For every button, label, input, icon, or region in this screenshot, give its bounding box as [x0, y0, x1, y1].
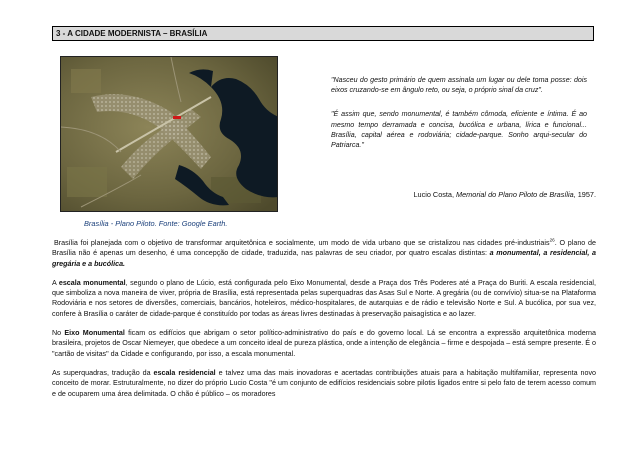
paragraph-2 [52, 278, 596, 319]
paragraph-2-text-a: A [52, 278, 59, 287]
paragraph-1 [52, 238, 596, 269]
figure-caption: Brasília - Plano Piloto. Fonte: Google Earth. [84, 219, 228, 228]
paragraph-1-text-b: . O plano de Brasília não é apenas um desenho, é uma concepção de cidade, traduzida, nas palavras de seu criador, por quatro escalas distintas: [52, 239, 597, 258]
section-header [52, 26, 594, 41]
quote-1: "Nasceu do gesto primário de quem assinala um lugar ou dele toma posse: dois eixos cruzando-se em ângulo reto, ou seja, o próprio sinal da cruz". [331, 76, 587, 95]
paragraph-3-emphasis: Eixo Monumental [64, 329, 125, 338]
footnote-ref-26[interactable]: 26 [549, 237, 555, 243]
citation-author: Lucio Costa, [413, 190, 457, 199]
section-title: 3 - A CIDADE MODERNISTA – BRASÍLIA [56, 29, 208, 38]
paragraph-4 [52, 368, 596, 399]
paragraph-3-text-c: ficam os edifícios que abrigam o setor político-administrativo do país e do governo local. Lá se encontra a expressão arquitetônica moderna brasileira, projetos de Oscar Niemeyer, que obedece a um conceito ideal de pureza plástica, onde a intenção de elegância – firme e despojada – está sempre presente. É o "cartão de visitas" da Cidade e configurando, por isso, a escala monumental. [52, 329, 596, 358]
paragraph-3-text-a: No [52, 329, 65, 338]
paragraph-1-text-a: Brasília foi planejada com o objetivo de transformar arquitetônica e socialmente, um modo de vida urbano que se cristalizou nas cidades pré-industriais [54, 239, 550, 247]
body-text [52, 238, 596, 408]
paragraph-4-emphasis: escala residencial [153, 368, 216, 377]
paragraph-3 [52, 328, 596, 359]
quote-citation [370, 190, 596, 199]
paragraph-4-text-c: e talvez uma das mais inovadoras e acertadas contribuições atuais para a habitação multifamiliar, representa novo conceito de morar. Estruturalmente, no dizer do próprio Lucio Costa "é um conjunto de edifícios residenciais sobre pilotis ligados entre si pelo fato de terem acesso comum e de ocuparem uma área delimitada. O chão é público – os moradores [52, 368, 596, 398]
paragraph-2-text-c: , segundo o plano de Lúcio, está configurada pelo Eixo Monumental, desde a Praça dos Três Poderes até a Praça do Buriti. A escala residencial, que simboliza a nova maneira de viver, própria de Brasília, está representada pelas superquadras das Asas Sul e Norte. A gregária (ou de convívio) situa-se na Plataforma Rodoviária e nos setores de diversões, comerciais, bancários, hoteleiros, médico-hospitalares, de autarquias e de rádio e televisão Norte e Sul. A bucólica, por sua vez, confere à Brasília o caráter de cidade-parque é constituído por todas as áreas livres destinadas à preservação paisagística e ao lazer. [52, 278, 596, 318]
quotes-block [331, 75, 587, 150]
satellite-image-drawing [61, 57, 278, 212]
paragraph-4-text-a: As superquadras, tradução da [52, 368, 154, 377]
satellite-image-brasilia [60, 56, 278, 212]
paragraph-1-emphasis: a monumental, a residencial, a gregária e a bucólica. [52, 249, 596, 268]
paragraph-2-emphasis: escala monumental [58, 278, 126, 287]
citation-work: Memorial do Plano Piloto de Brasília [456, 190, 574, 199]
citation-year: , 1957. [573, 190, 596, 199]
quote-2: "É assim que, sendo monumental, é também cômoda, eficiente e íntima. É ao mesmo tempo derramada e concisa, bucólica e urbana, lírica e funcional... Brasília, capital aérea e rodoviária; cidade-parque. Sonho arqui-secular do Patriarca." [331, 110, 587, 150]
